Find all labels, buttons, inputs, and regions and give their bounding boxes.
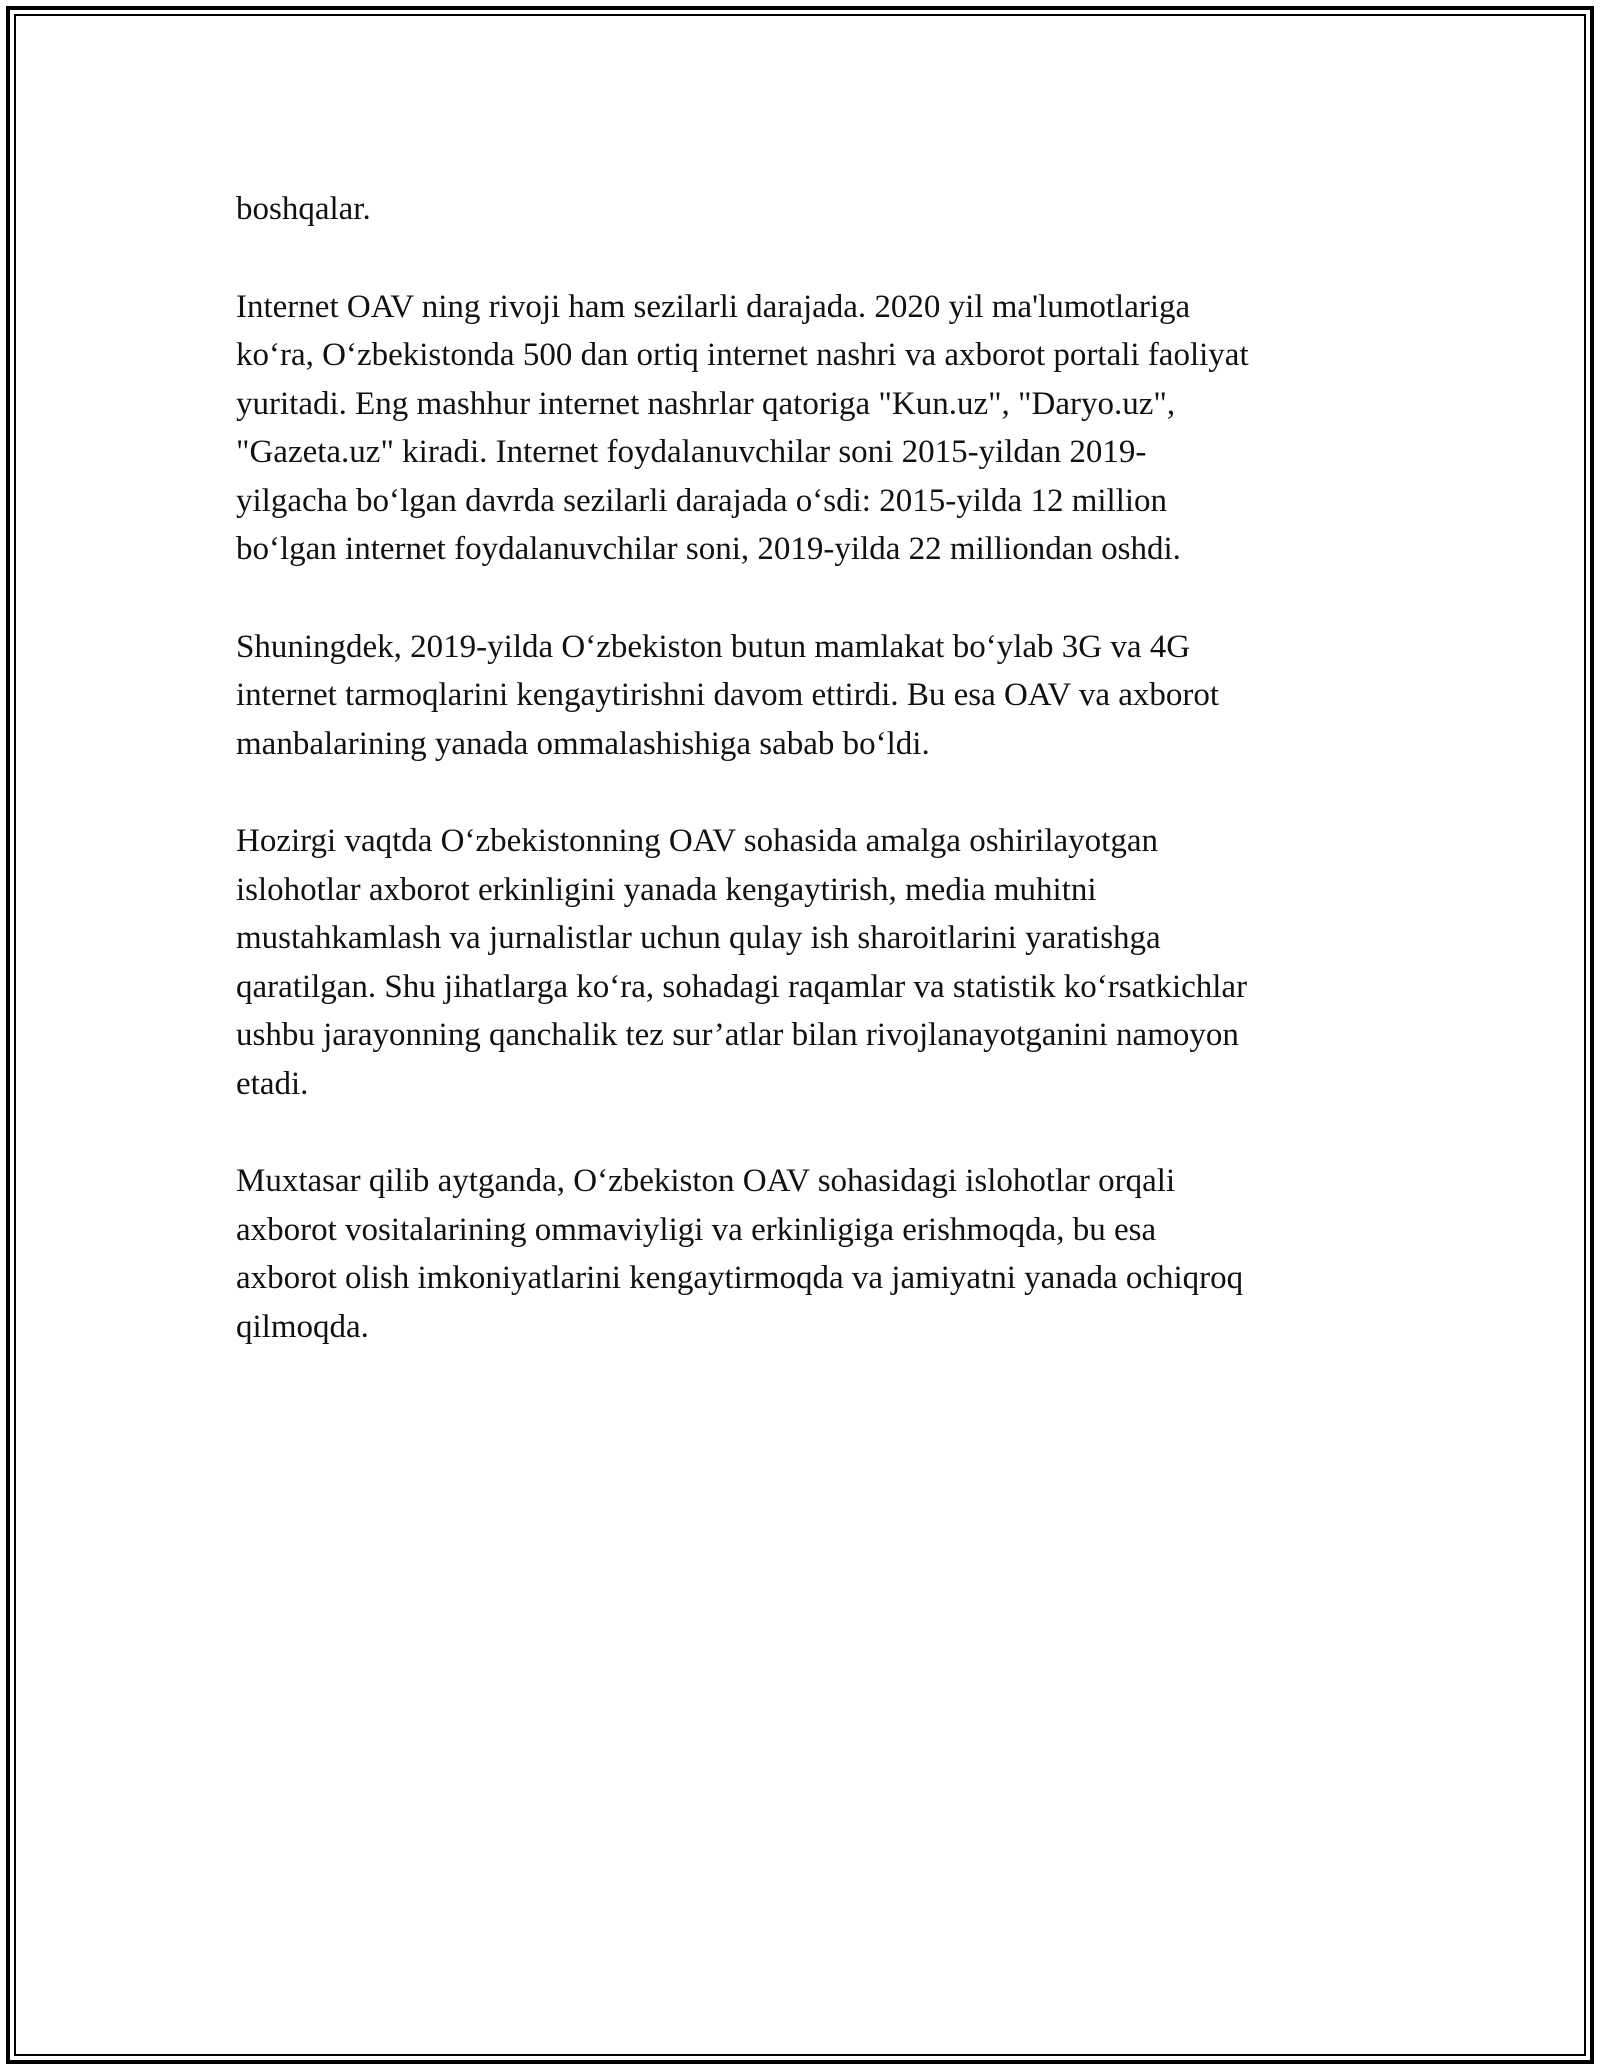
text-line: Hozirgi vaqtda O‘zbekistonning OAV sohasida amalga oshirilayotgan [236,823,1159,859]
text-line: internet tarmoqlarini kengaytirishni davom ettirdi. Bu esa OAV va axborot [236,677,1220,713]
paragraph-internet-media [236,283,1366,574]
text-line: bo‘lgan internet foydalanuvchilar soni, 2019-yilda 22 milliondan oshdi. [236,531,1181,567]
text-line: axborot olish imkoniyatlarini kengaytirmoqda va jamiyatni yanada ochiqroq [236,1260,1244,1296]
text-line: axborot vositalarining ommaviyligi va erkinligiga erishmoqda, bu esa [236,1211,1157,1248]
text-line: qilmoqda. [236,1308,369,1345]
text-line: Internet OAV ning rivoji ham sezilarli darajada. 2020 yil ma'lumotlariga [236,288,1191,325]
document-body [236,185,1366,1351]
text-line: etadi. [236,1065,309,1102]
text-line: boshqalar. [236,191,371,227]
text-line: Shuningdek, 2019-yilda O‘zbekiston butun mamlakat bo‘ylab 3G va 4G [236,628,1191,665]
text-line: ushbu jarayonning qanchalik tez sur’atlar bilan rivojlanayotganini namoyon [236,1017,1239,1053]
paragraph-network-expansion [236,623,1366,769]
text-line: yilgacha bo‘lgan davrda sezilarli darajada o‘sdi: 2015-yilda 12 million [236,482,1168,519]
text-line: manbalarining yanada ommalashishiga sabab bo‘ldi. [236,725,930,762]
paragraph-current-reforms [236,817,1366,1108]
text-line: ko‘ra, O‘zbekistonda 500 dan ortiq internet nashri va axborot portali faoliyat [236,337,1249,373]
text-line: Muxtasar qilib aytganda, O‘zbekiston OAV sohasidagi islohotlar orqali [236,1163,1176,1199]
text-line: mustahkamlash va jurnalistlar uchun qulay ish sharoitlarini yaratishga [236,920,1161,956]
text-line: qaratilgan. Shu jihatlarga ko‘ra, sohadagi raqamlar va statistik ko‘rsatkichlar [236,968,1248,1005]
paragraph-conclusion [236,1157,1366,1351]
paragraph-continuation [236,185,1366,234]
text-line: islohotlar axborot erkinligini yanada kengaytirish, media muhitni [236,871,1097,908]
text-line: "Gazeta.uz" kiradi. Internet foydalanuvchilar soni 2015-yildan 2019- [236,434,1147,470]
text-line: yuritadi. Eng mashhur internet nashrlar qatoriga "Kun.uz", "Daryo.uz", [236,385,1176,422]
